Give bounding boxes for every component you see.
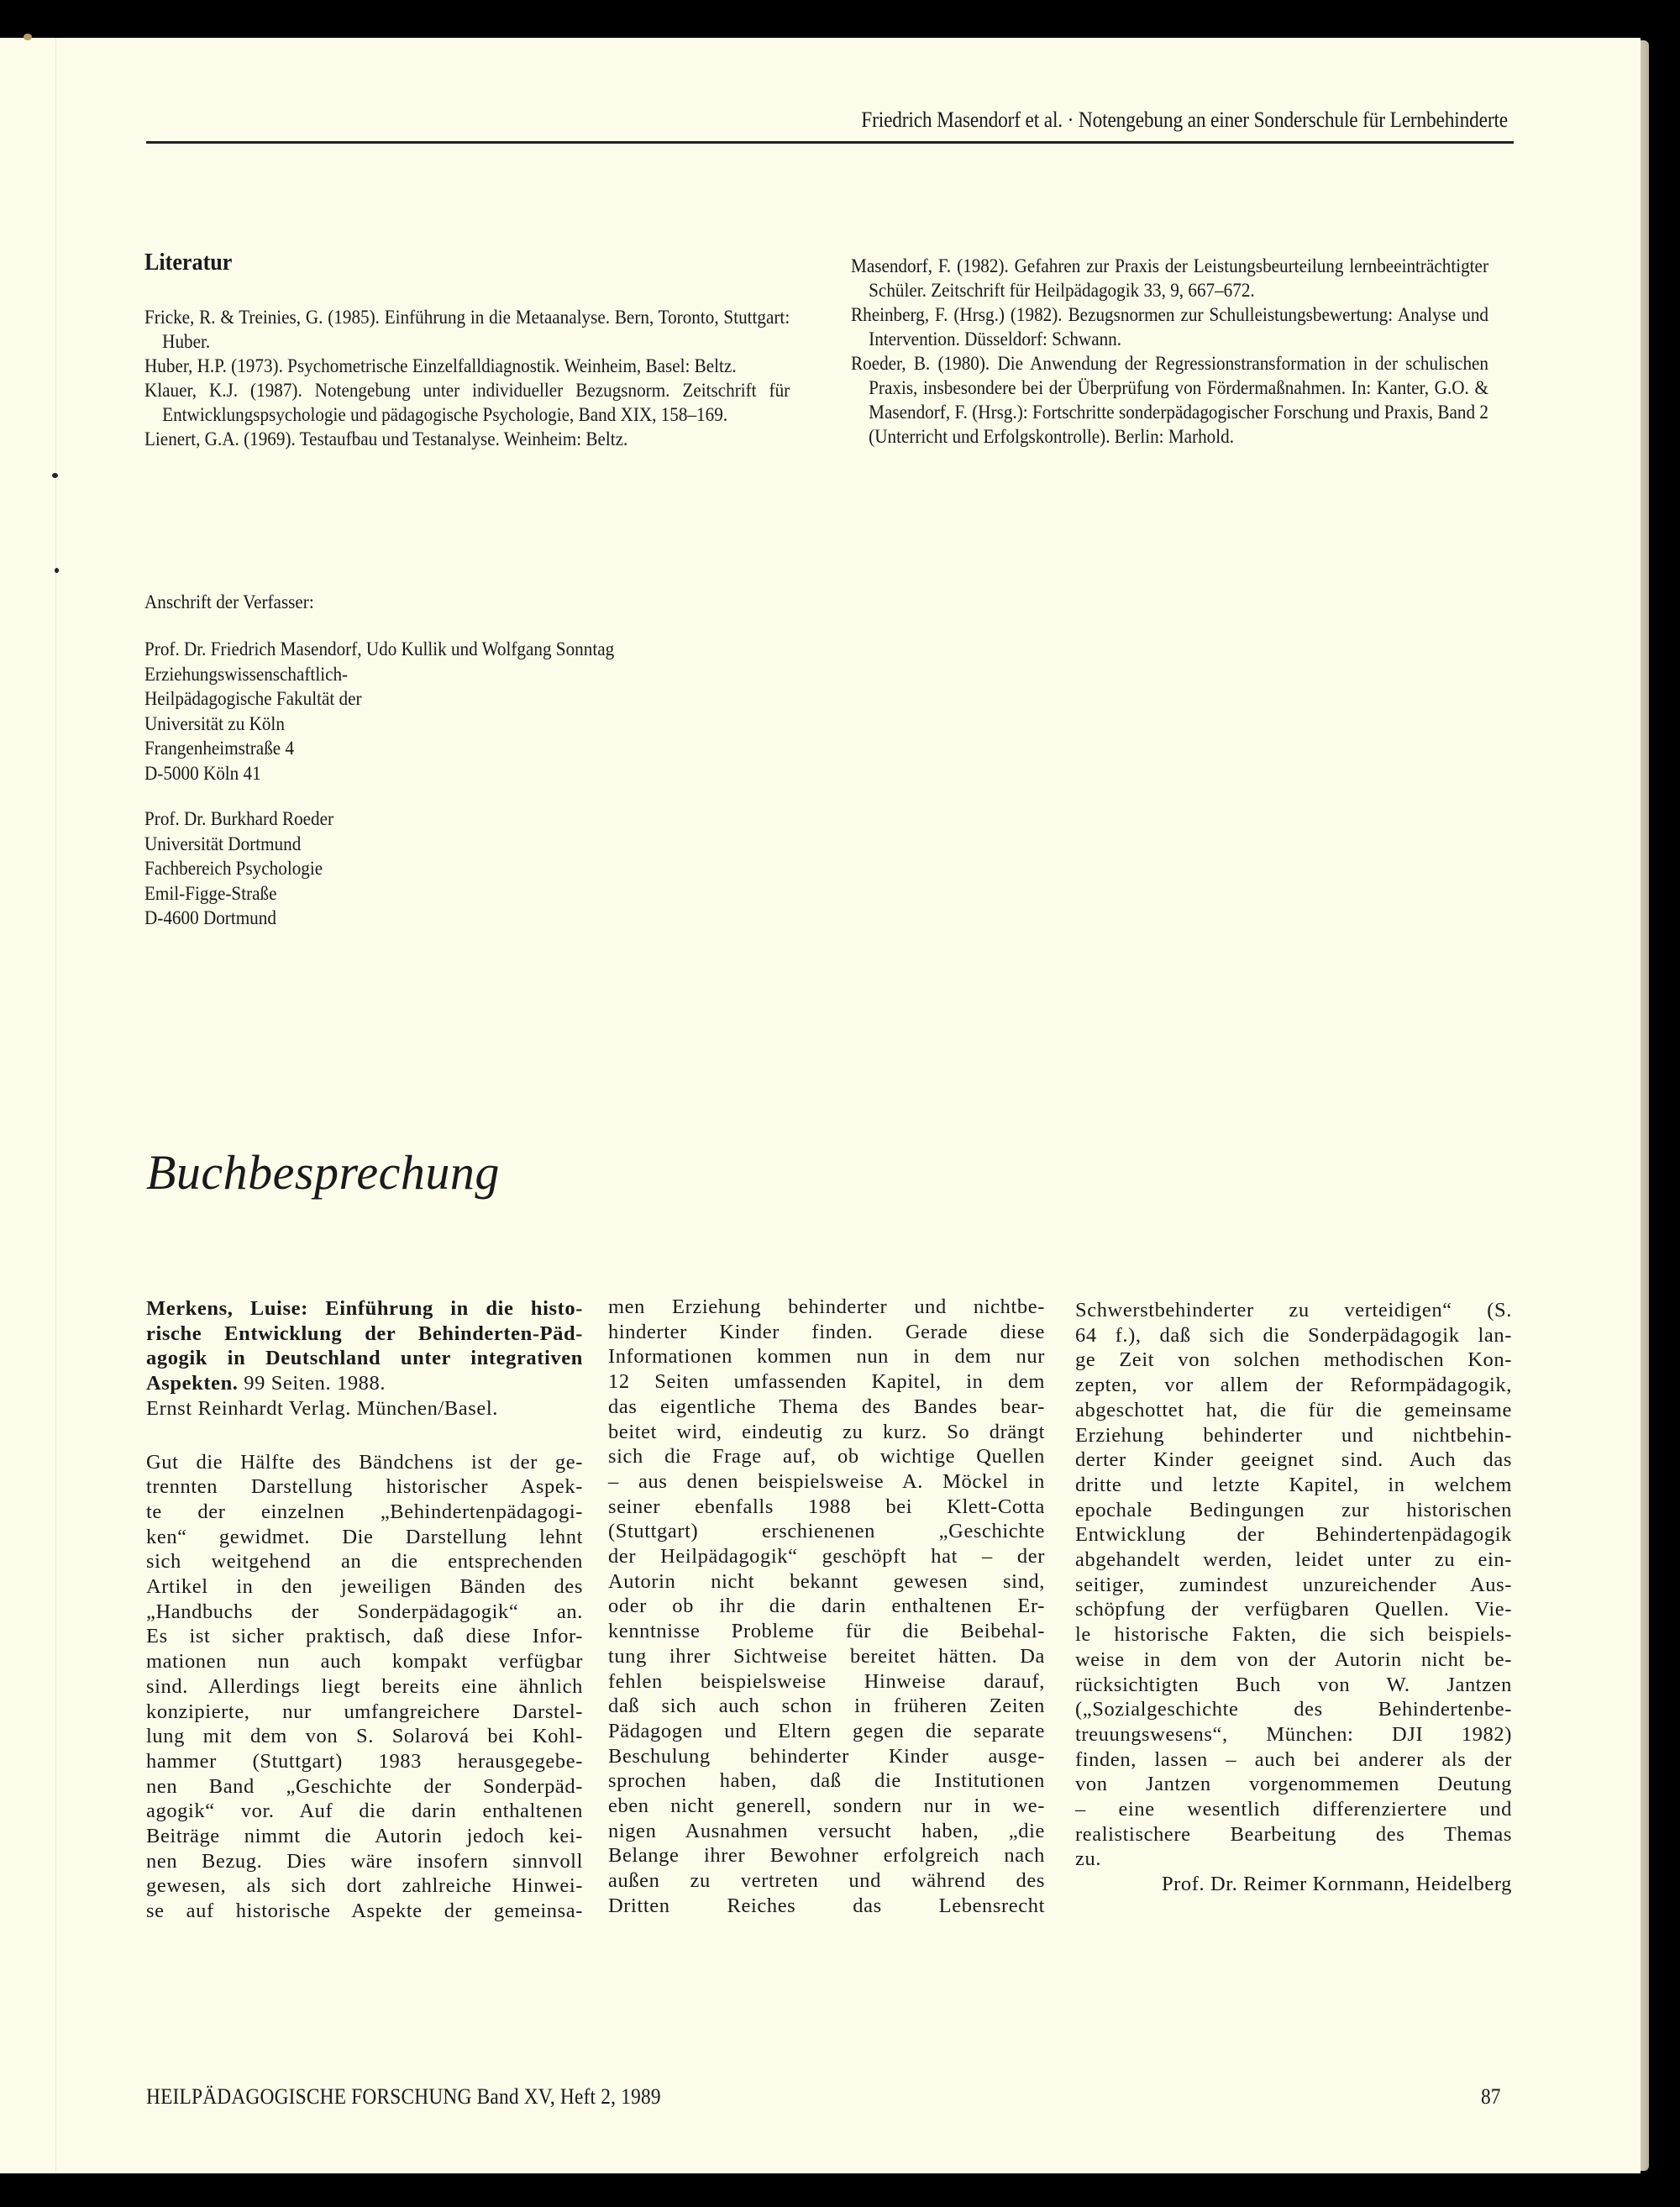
- text-line: le historische Fakten, die sich beispiels-: [1075, 1623, 1512, 1647]
- address-line: Fachbereich Psychologie: [144, 858, 323, 879]
- address-block-dortmund: [144, 807, 333, 931]
- reference-entry: Huber, H.P. (1973). Psychometrische Einzelfalldiagnostik. Weinheim, Basel: Beltz.: [144, 355, 737, 376]
- text-line: ge Zeit von solchen methodischen Kon-: [1075, 1348, 1512, 1372]
- address-line: Emil-Figge-Straße: [144, 882, 277, 904]
- text-line: oder ob ihr die darin enthaltenen Er-: [608, 1595, 1045, 1618]
- text-line: Es ist sicher praktisch, daß diese Infor-: [146, 1625, 583, 1648]
- reference-entry: Klauer, K.J. (1987). Notengebung unter individueller Bezugsnorm. Zeitschrift für Entwicklungspsychologie und pädagogische Psychologie, Band XIX, 158–169.: [144, 380, 790, 425]
- text-line: seitiger, zumindest unzureichender Aus-: [1075, 1573, 1512, 1596]
- references-right-column: [851, 254, 1488, 449]
- running-head: Friedrich Masendorf et al. · Notengebung an einer Sonderschule für Lernbehinderte: [861, 108, 1508, 132]
- book-meta: 99 Seiten. 1988.: [238, 1372, 386, 1395]
- text-line: treuungswesens“, München: DJI 1982): [1075, 1722, 1512, 1746]
- text-line: Schwerstbehinderter zu verteidigen“ (S.: [1075, 1299, 1512, 1322]
- book-title-line: agogik in Deutschland unter integrativen: [146, 1347, 583, 1370]
- text-line: abgehandelt werden, leidet unter zu ein-: [1075, 1548, 1512, 1572]
- text-line: Dritten Reiches das Lebensrecht: [608, 1894, 1045, 1917]
- text-line: trennten Darstellung historischer Aspek-: [146, 1475, 583, 1499]
- references-left-column: [144, 305, 790, 451]
- page-number: 87: [1481, 2084, 1501, 2109]
- text-line: schöpfung der verfügbaren Quellen. Vie-: [1075, 1598, 1512, 1621]
- text-line: lung mit dem von S. Solarová bei Kohl-: [146, 1725, 583, 1748]
- text-line: „Handbuchs der Sonderpädagogik“ an.: [146, 1600, 583, 1623]
- text-line: beitet wird, eindeutig zu kurz. So drängt: [608, 1420, 1045, 1443]
- text-line: eben nicht generell, sondern nur in we-: [608, 1795, 1045, 1818]
- text-line: Gut die Hälfte des Bändchens ist der ge-: [146, 1450, 583, 1474]
- reference-entry: Fricke, R. & Treinies, G. (1985). Einführung in die Metaanalyse. Bern, Toronto, Stuttgart: Huber.: [144, 307, 790, 352]
- text-line: te der einzelnen „Behindertenpädagogi-: [146, 1500, 583, 1523]
- text-line: fehlen beispielsweise Hinweise darauf,: [608, 1669, 1045, 1693]
- text-line: von Jantzen vorgenommemen Deutung: [1075, 1773, 1512, 1796]
- address-line: D-4600 Dortmund: [144, 907, 276, 928]
- address-line: Universität zu Köln: [144, 712, 285, 734]
- address-line: D-5000 Köln 41: [144, 762, 261, 784]
- text-line: 12 Seiten umfassenden Kapitel, in dem: [608, 1370, 1045, 1394]
- text-line: tung ihrer Sichtweise bereitet hätten. Da: [608, 1644, 1045, 1668]
- text-line: das eigentliche Thema des Bandes bear-: [608, 1395, 1045, 1418]
- scan-speck: [24, 34, 32, 40]
- address-line: Frangenheimstraße 4: [144, 738, 295, 759]
- text-line: seiner ebenfalls 1988 bei Klett-Cotta: [608, 1495, 1045, 1518]
- text-line: dritte und letzte Kapitel, in welchem: [1075, 1473, 1512, 1496]
- scan-gutter-line: [55, 38, 56, 2173]
- page-edge: [1641, 40, 1649, 2171]
- reference-entry: Rheinberg, F. (Hrsg.) (1982). Bezugsnormen zur Schulleistungsbewertung: Analyse und Intervention. Düsseldorf: Schwann.: [851, 304, 1488, 349]
- review-column-3: [1075, 1298, 1512, 1897]
- text-line: – eine wesentlich differenziertere und: [1075, 1798, 1512, 1821]
- header-rule: [146, 141, 1514, 144]
- text-line: sind. Allerdings liegt bereits eine ähnlich: [146, 1674, 583, 1698]
- text-line: hinderter Kinder finden. Gerade diese: [608, 1320, 1045, 1343]
- footer-journal: HEILPÄDAGOGISCHE FORSCHUNG Band XV, Heft 2, 1989: [146, 2084, 661, 2109]
- text-line: Pädagogen und Eltern gegen die separate: [608, 1719, 1045, 1742]
- text-line: abgeschottet hat, die für die gemeinsame: [1075, 1398, 1512, 1421]
- review-text: [146, 1450, 583, 1924]
- text-line: Erziehung behinderter und nichtbehin-: [1075, 1423, 1512, 1447]
- text-line: agogik“ vor. Auf die darin enthaltenen: [146, 1800, 583, 1823]
- text-line: – aus denen beispielsweise A. Möckel in: [608, 1469, 1045, 1493]
- text-line: mationen nun auch kompakt verfügbar: [146, 1650, 583, 1674]
- address-line: Erziehungswissenschaftlich-: [144, 663, 349, 685]
- reviewer-signature: Prof. Dr. Reimer Kornmann, Heidelberg: [1161, 1873, 1512, 1896]
- publisher: Ernst Reinhardt Verlag. München/Basel.: [146, 1396, 499, 1420]
- text-line: Beiträge nimmt die Autorin jedoch kei-: [146, 1825, 583, 1848]
- text-line: Entwicklung der Behindertenpädagogik: [1075, 1523, 1512, 1547]
- text-line: Informationen kommen nun in dem nur: [608, 1345, 1045, 1369]
- review-text: [1075, 1298, 1512, 1872]
- address-label: Anschrift der Verfasser:: [144, 591, 314, 612]
- text-line: Belange ihrer Bewohner erfolgreich nach: [608, 1844, 1045, 1868]
- review-column-2: [608, 1295, 1045, 1919]
- review-text: [608, 1295, 1045, 1919]
- text-line: 64 f.), daß sich die Sonderpädagogik lan-: [1075, 1323, 1512, 1347]
- book-title-line: rische Entwicklung der Behinderten-Päd-: [146, 1322, 583, 1345]
- reference-entry: Lienert, G.A. (1969). Testaufbau und Testanalyse. Weinheim: Beltz.: [144, 428, 628, 449]
- reference-entry: Roeder, B. (1980). Die Anwendung der Regressionstransformation in der schulischen Praxis, insbesondere bei der Überprüfung von Fördermaßnahmen. In: Kanter, G.O. & Masendorf, F. (Hrsg.): Fortschritte sonderpädagogischer Forschung und Praxis, Band 2 (Unterricht und Erfolgskontrolle). Berlin: Marhold.: [851, 353, 1488, 447]
- text-line: rücksichtigten Buch von W. Jantzen: [1075, 1673, 1512, 1696]
- text-line: kenntnisse Probleme für die Beibehal-: [608, 1620, 1045, 1643]
- text-line: weise in dem von der Autorin nicht be-: [1075, 1647, 1512, 1671]
- text-line: derter Kinder geeignet sind. Auch das: [1075, 1448, 1512, 1472]
- text-line: daß sich auch schon in früheren Zeiten: [608, 1695, 1045, 1718]
- text-line: außen zu vertreten und während des: [608, 1869, 1045, 1893]
- address-line: Heilpädagogische Fakultät der: [144, 688, 362, 709]
- scan-speck: [52, 473, 58, 478]
- literature-heading: Literatur: [144, 249, 233, 276]
- text-line: Beschulung behinderter Kinder ausge-: [608, 1744, 1045, 1768]
- address-line: Prof. Dr. Burkhard Roeder: [144, 808, 334, 829]
- text-line: se auf historische Aspekte der gemeinsa-: [146, 1900, 583, 1923]
- text-line: men Erziehung behinderter und nichtbe-: [608, 1295, 1045, 1318]
- book-title-line: Merkens, Luise: Einführung in die histo-: [146, 1297, 583, 1320]
- text-line: sprochen haben, daß die Institutionen: [608, 1769, 1045, 1793]
- address-line: Prof. Dr. Friedrich Masendorf, Udo Kullik und Wolfgang Sonntag: [144, 638, 615, 659]
- text-line: konzipierte, nur umfangreichere Darstel-: [146, 1700, 583, 1723]
- text-line: („Sozialgeschichte des Behindertenbe-: [1075, 1698, 1512, 1721]
- text-line: realistischere Bearbeitung des Themas: [1075, 1822, 1512, 1846]
- text-line: nigen Ausnahmen versucht haben, „die: [608, 1819, 1045, 1842]
- text-line: zu.: [1075, 1847, 1102, 1871]
- reference-entry: Masendorf, F. (1982). Gefahren zur Praxis der Leistungsbeurteilung lernbeeinträchtigter Schüler. Zeitschrift für Heilpädagogik 33, 9, 667–672.: [851, 255, 1488, 301]
- address-line: Universität Dortmund: [144, 833, 302, 854]
- text-line: zepten, vor allem der Reformpädagogik,: [1075, 1374, 1512, 1397]
- text-line: sich weitgehend an die entsprechenden: [146, 1550, 583, 1574]
- text-line: epochale Bedingungen zur historischen: [1075, 1498, 1512, 1521]
- text-line: der Heilpädagogik“ geschöpft hat – der: [608, 1545, 1045, 1569]
- text-line: ken“ gewidmet. Die Darstellung lehnt: [146, 1525, 583, 1548]
- scan-speck: [55, 568, 59, 573]
- text-line: Artikel in den jeweiligen Bänden des: [146, 1575, 583, 1599]
- text-line: Autorin nicht bekannt gewesen sind,: [608, 1569, 1045, 1593]
- text-line: nen Band „Geschichte der Sonderpäd-: [146, 1774, 583, 1798]
- address-block-cologne: [144, 637, 614, 786]
- section-title: Buchbesprechung: [146, 1145, 500, 1200]
- text-line: sich die Frage auf, ob wichtige Quellen: [608, 1445, 1045, 1469]
- text-line: hammer (Stuttgart) 1983 herausgegebe-: [146, 1749, 583, 1773]
- text-line: finden, lassen – auch bei anderer als der: [1075, 1747, 1512, 1771]
- book-title-end: Aspekten.: [146, 1372, 239, 1395]
- text-line: gewesen, als sich dort zahlreiche Hinwei-: [146, 1874, 583, 1898]
- text-line: nen Bezug. Dies wäre insofern sinnvoll: [146, 1849, 583, 1873]
- book-title-line: [146, 1371, 583, 1396]
- review-column-1: [146, 1296, 583, 1924]
- text-line: (Stuttgart) erschienenen „Geschichte: [608, 1520, 1045, 1543]
